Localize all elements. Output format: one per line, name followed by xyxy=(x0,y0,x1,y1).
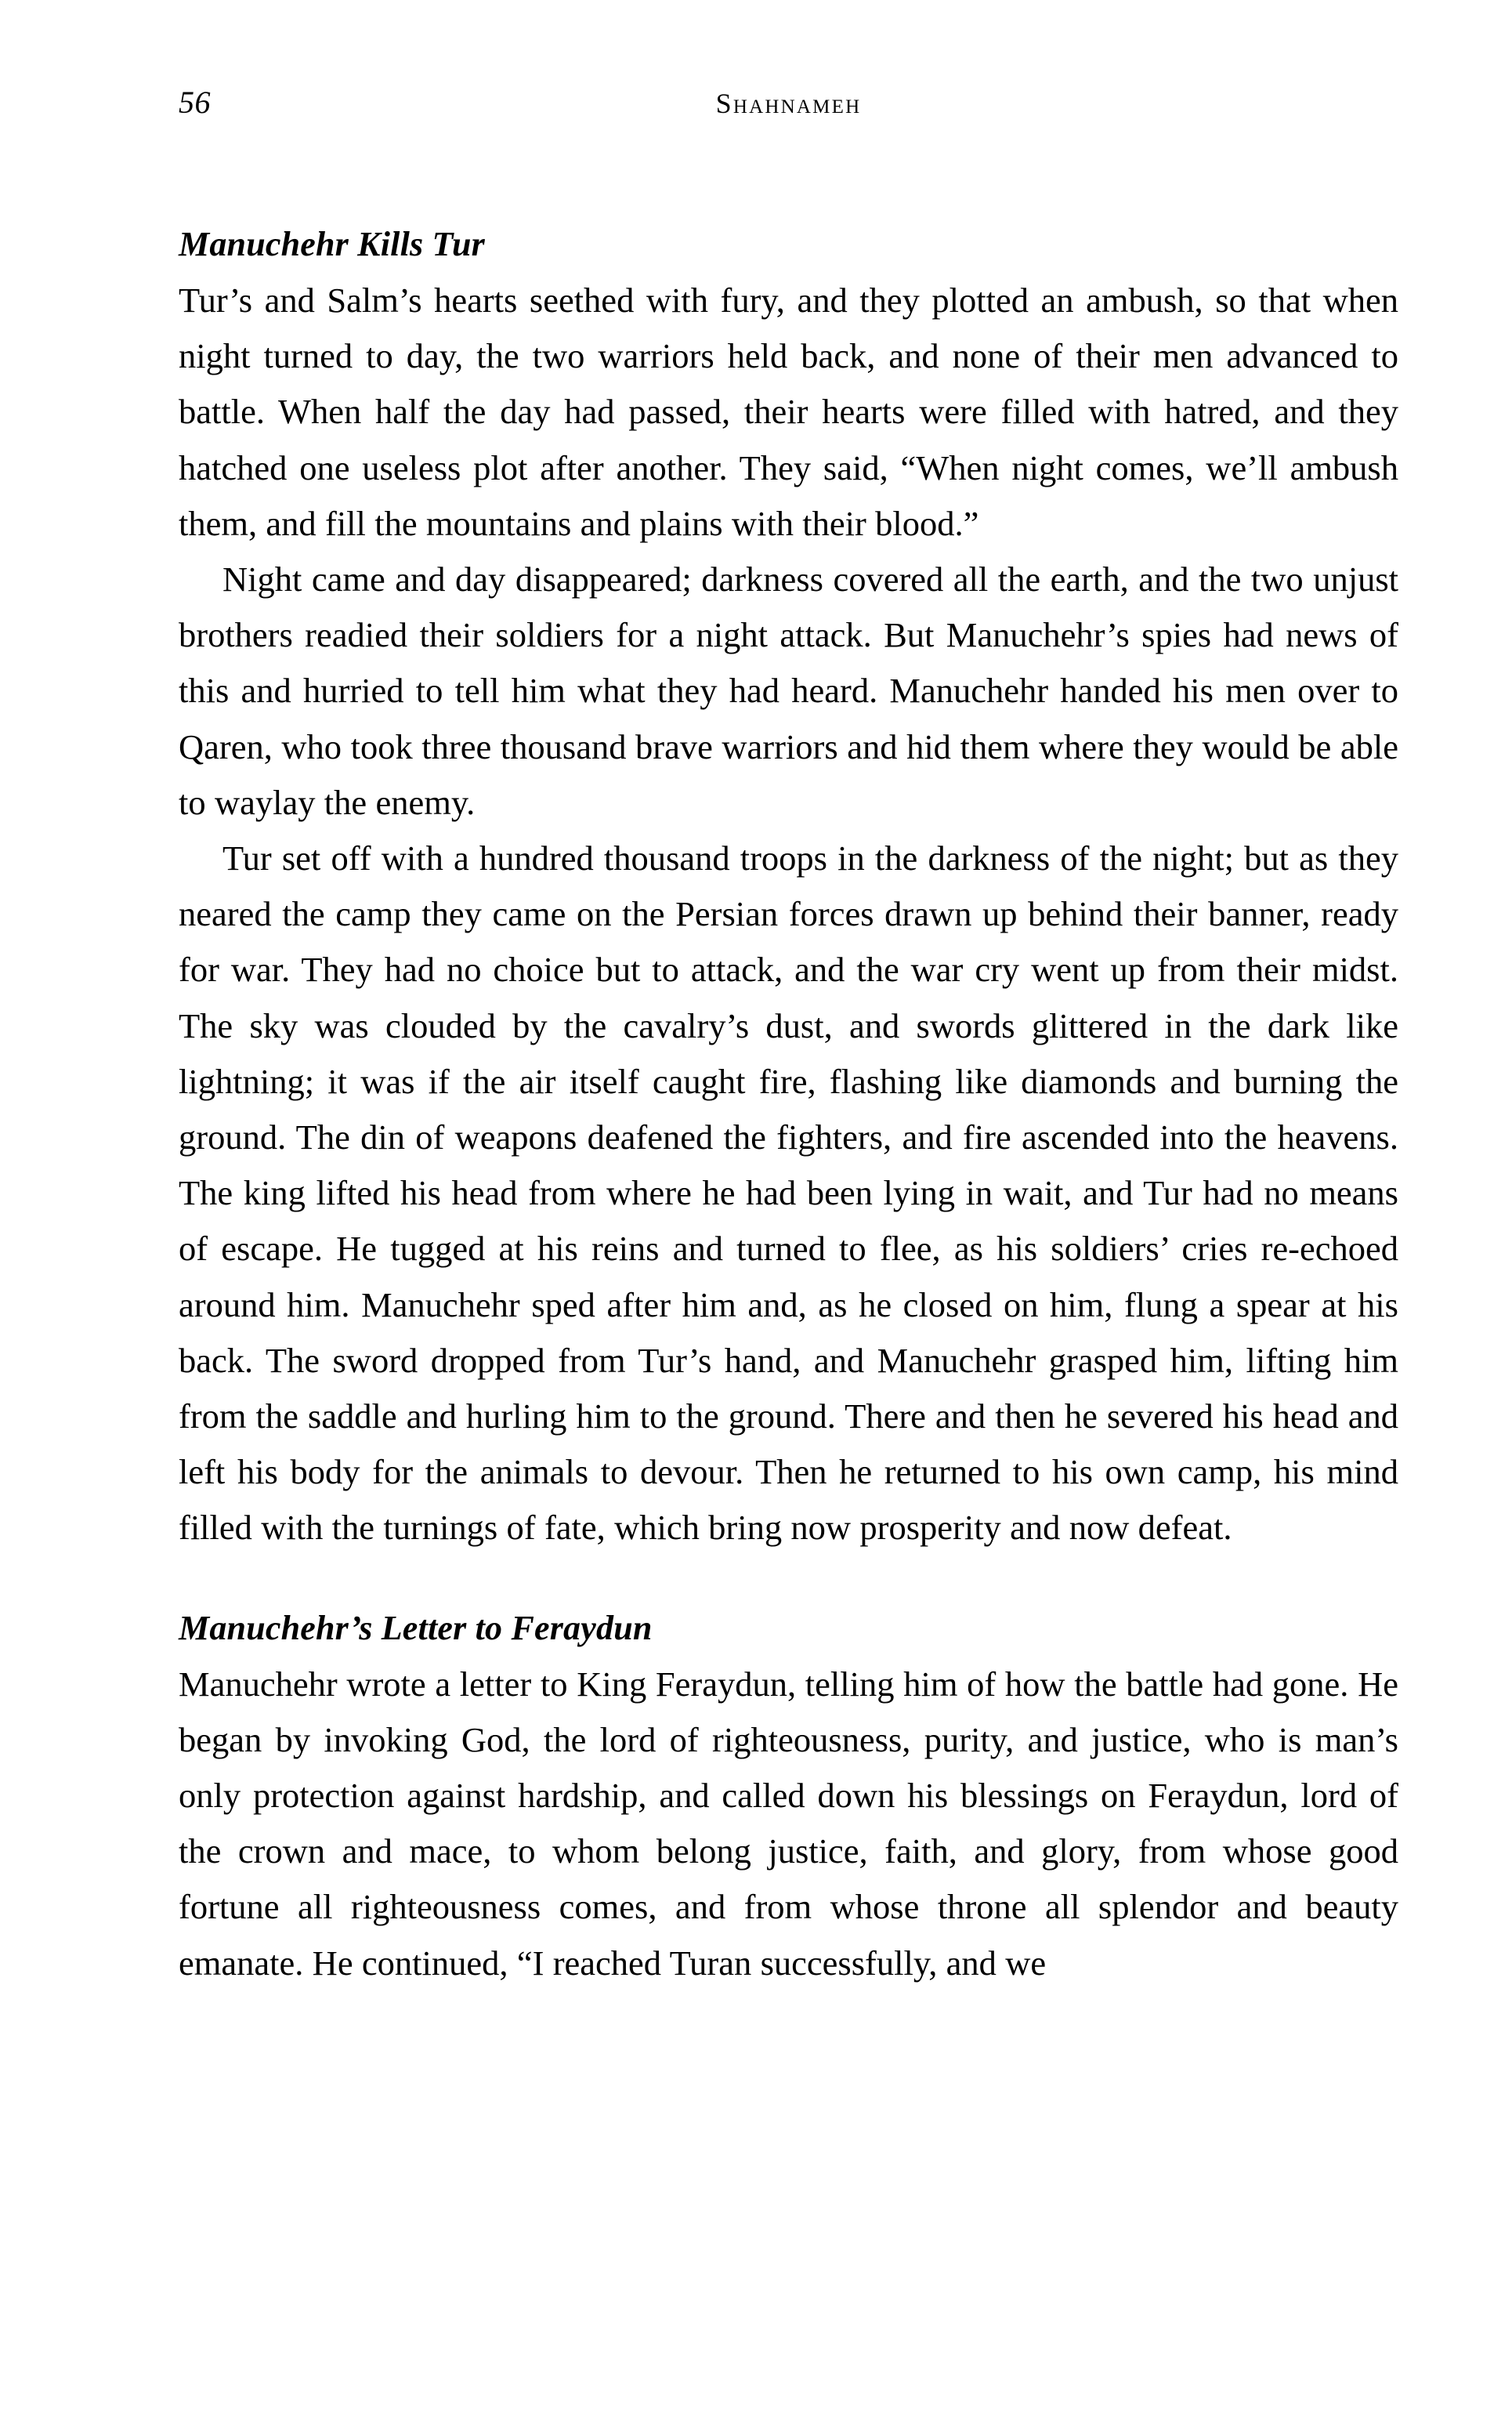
paragraph: Night came and day disappeared; darkness covered all the earth, and the two unjust brothers readied their soldiers for a night attack. But Manuchehr’s spies had news of this and hurried to tell him what they had heard. Manuchehr handed his men over to Qaren, who took three thousand brave warriors and hid them where they would be able to waylay the enemy. xyxy=(179,560,1398,822)
paragraph: Tur’s and Salm’s hearts seethed with fury, and they plotted an ambush, so that when night turned to day, the two warriors held back, and none of their men advanced to battle. When half the day had passed, their hearts were filled with hatred, and they hatched one useless plot after another. They said, “When night comes, we’ll ambush them, and fill the mountains and plains with their blood.” xyxy=(179,281,1398,543)
running-head-title: Shahnameh xyxy=(715,88,862,119)
paragraph: Tur set off with a hundred thousand troops in the darkness of the night; but as they neared the camp they came on the Persian forces drawn up behind their banner, ready for war. They had no choice but to attack, and the war cry went up from their midst. The sky was clouded by the cavalry’s dust, and swords glittered in the dark like lightning; it was if the air itself caught fire, flashing like diamonds and burning the ground. The din of weapons deafened the fighters, and fire ascended into the heavens. The king lifted his head from where he had been lying in wait, and Tur had no means of escape. He tugged at his reins and turned to flee, as his soldiers’ cries re-echoed around him. Manuchehr sped after him and, as he closed on him, flung a spear at his back. The sword dropped from Tur’s hand, and Manuchehr grasped him, lifting him from the saddle and hurling him to the ground. There and then he severed his head and left his body for the animals to devour. Then he returned to his own camp, his mind filled with the turnings of fate, which bring now prosperity and now defeat. xyxy=(179,838,1398,1548)
text-column xyxy=(179,216,1398,1991)
paragraph: Manuchehr wrote a letter to King Feraydun, telling him of how the battle had gone. He began by invoking God, the lord of righteousness, purity, and justice, who is man’s only protection against hardship, and called down his blessings on Feraydun, lord of the crown and mace, to whom belong justice, faith, and glory, from whose good fortune all righteousness comes, and from whose throne all splendor and beauty emanate. He continued, “I reached Turan successfully, and we xyxy=(179,1664,1398,1983)
page-number: 56 xyxy=(179,85,211,120)
section-heading-manuchehrs-letter-to-feraydun: Manuchehr’s Letter to Feraydun xyxy=(179,1608,653,1647)
running-head xyxy=(179,85,1398,132)
section-heading-manuchehr-kills-tur: Manuchehr Kills Tur xyxy=(179,225,485,263)
